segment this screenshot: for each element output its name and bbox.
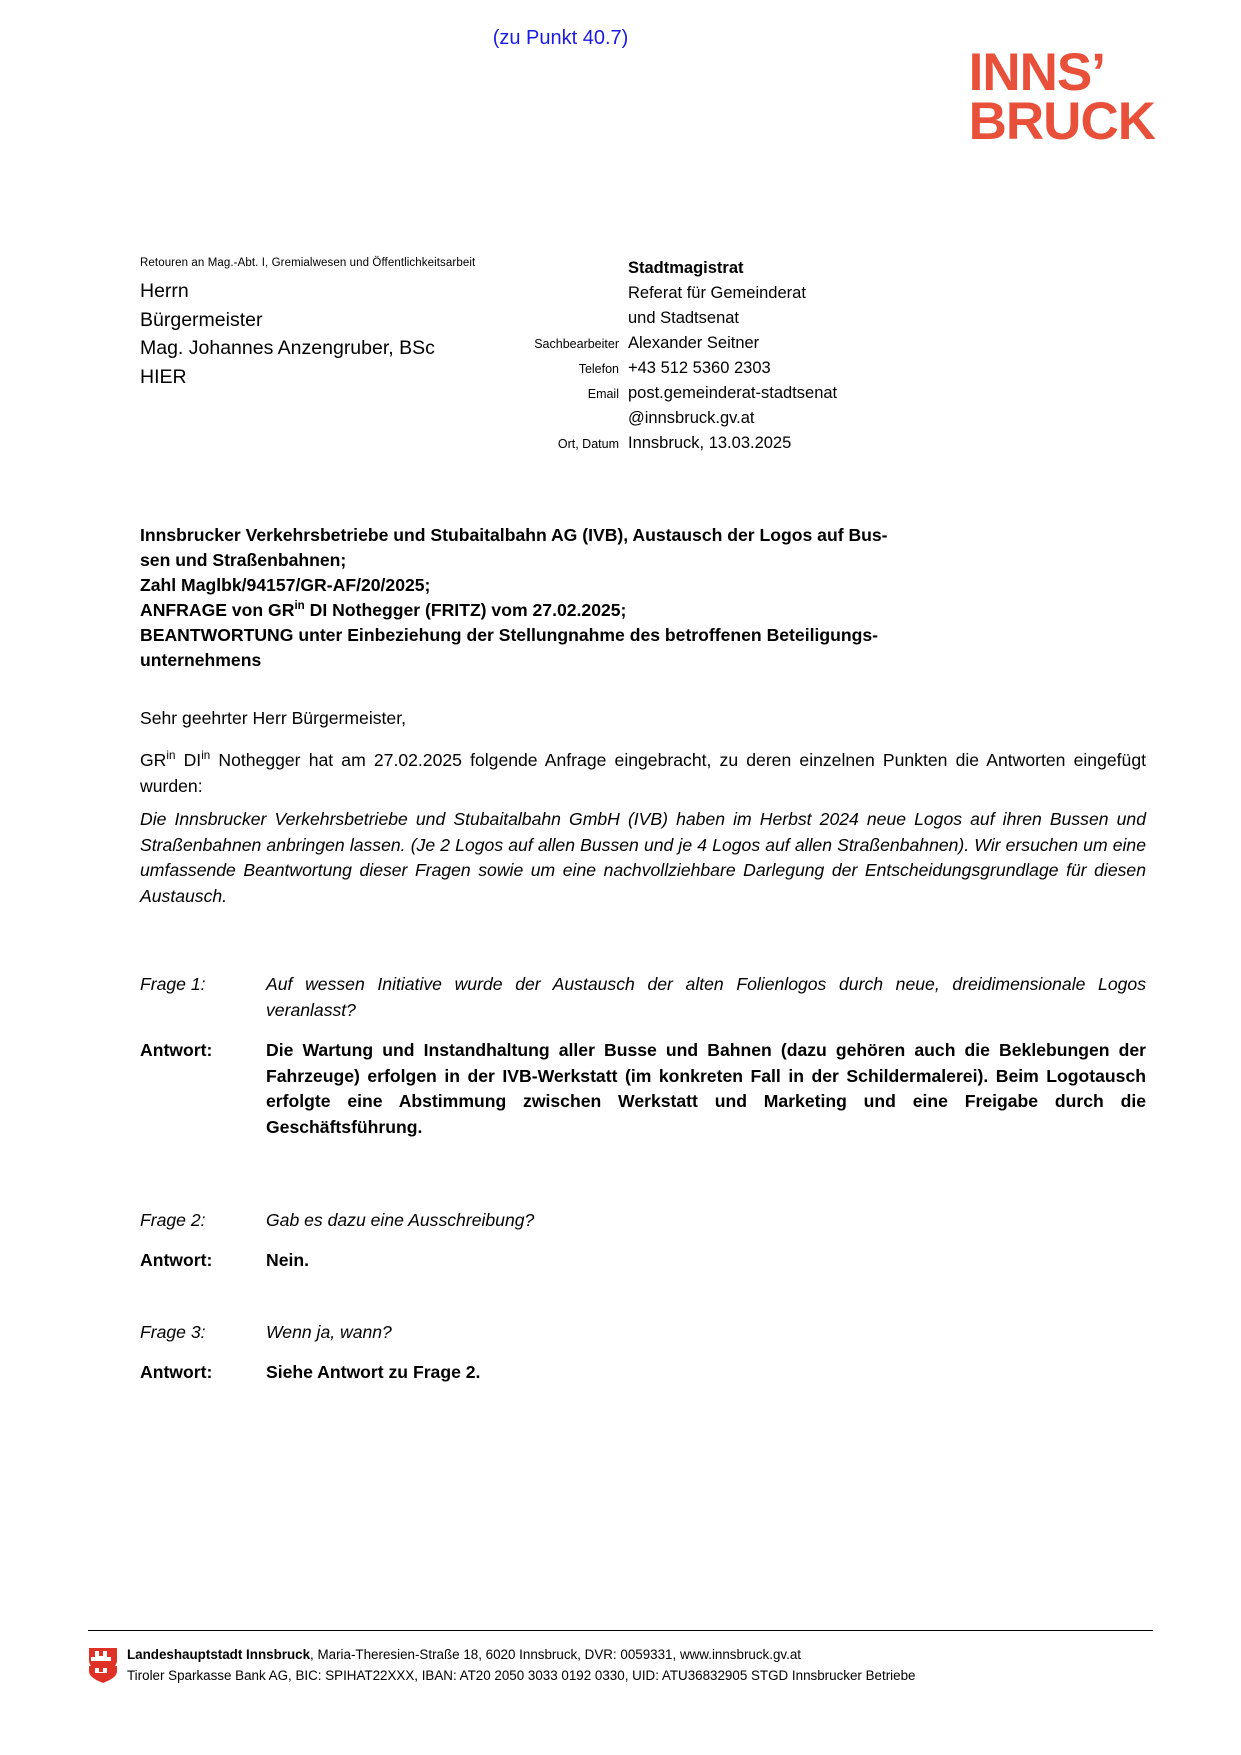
return-address-note: Retouren an Mag.-Abt. I, Gremialwesen und Öffentlichkeitsarbeit (140, 257, 476, 269)
intro-mid: DI (175, 750, 202, 770)
sender-meta-block (519, 256, 949, 456)
answer-label-3: Antwort: (140, 1361, 213, 1382)
intro-superscript-1: in (166, 749, 176, 763)
meta-row-dept2 (519, 306, 949, 331)
answer-text-1: Die Wartung und Instandhaltung aller Busse und Bahnen (dazu gehören auch die Beklebungen der Fahrzeuge) erfolgen in der IVB-Werkstatt (im konkreten Fall in der Schildermalerei). Beim Logotausch erfolgte eine Abstimmung zwischen Werkstatt und Marketing und eine Freigabe durch die Geschäftsführung. (266, 1039, 1146, 1138)
subject-line-5: BEANTWORTUNG unter Einbeziehung der Stellungnahme des betroffenen Beteiligungs- (140, 624, 878, 645)
subject-line-4-post: DI Nothegger (FRITZ) vom 27.02.2025; (304, 599, 627, 620)
subject-line-3: Zahl Maglbk/94157/GR-AF/20/2025; (140, 574, 431, 595)
subject-line-6: unternehmens (140, 649, 262, 670)
question-row-3 (140, 1320, 1146, 1346)
meta-row-ort-datum (519, 431, 949, 456)
salutation: Sehr geehrter Herr Bürgermeister, (140, 708, 406, 728)
intro-pre: GR (140, 750, 167, 770)
sender-department-line-1: Referat für Gemeinderat (628, 284, 806, 302)
answer-label-1: Antwort: (140, 1039, 213, 1060)
subject-line-4-superscript: in (294, 599, 305, 613)
addressee-line-3: Mag. Johannes Anzengruber, BSc (140, 337, 435, 360)
meta-row-org (519, 256, 949, 281)
answer-row-3 (140, 1360, 1146, 1386)
question-text-1: Auf wessen Initiative wurde der Austausch der alten Folienlogos durch neue, dreidimensionale Logos veranlasst? (266, 974, 1146, 1020)
footer-divider (88, 1630, 1153, 1631)
intro-paragraph (140, 747, 1146, 799)
meta-row-dept1 (519, 281, 949, 306)
meta-row-email (519, 381, 949, 406)
sender-department-line-2: und Stadtsenat (628, 309, 740, 327)
coat-of-arms-icon (88, 1645, 122, 1683)
quoted-request-paragraph: Die Innsbrucker Verkehrsbetriebe und Stubaitalbahn GmbH (IVB) haben im Herbst 2024 neue Logos auf ihren Bussen und Straßenbahnen anbringen lassen. (Je 2 Logos auf allen Bussen und je 4 Logos auf allen Straßenbahnen). Wir ersuchen um eine umfassende Beantwortung dieser Fragen sowie um eine nachvollziehbare Darlegung der Entscheidungsgrundlage für diesen Austausch. (140, 809, 1146, 907)
meta-value-email-line-2: @innsbruck.gv.at (628, 409, 755, 427)
subject-line-2: sen und Straßenbahnen; (140, 549, 347, 570)
addressee-line-4: HIER (140, 365, 187, 388)
question-text-3: Wenn ja, wann? (266, 1322, 392, 1342)
addressee-block (140, 277, 435, 392)
subject-block (140, 523, 1145, 673)
subject-line-1: Innsbrucker Verkehrsbetriebe und Stubaitalbahn AG (IVB), Austausch der Logos auf Bus- (140, 525, 888, 545)
qa-gap-2 (140, 1236, 1146, 1248)
meta-row-sachbearbeiter (519, 331, 949, 356)
meta-value-ort-datum: Innsbruck, 13.03.2025 (628, 434, 792, 452)
intro-post: Nothegger hat am 27.02.2025 folgende Anfrage eingebracht, zu deren einzelnen Punkten die Antworten eingefügt wurden: (140, 750, 1146, 797)
qa-gap-3 (140, 1348, 1146, 1360)
qa-block-2 (140, 1208, 1146, 1276)
meta-value-sachbearbeiter: Alexander Seitner (628, 334, 760, 352)
sender-organisation: Stadtmagistrat (628, 259, 744, 277)
logo-line-1: INNS’ (968, 43, 1105, 102)
question-text-2: Gab es dazu eine Ausschreibung? (266, 1210, 535, 1230)
qa-block-1 (140, 972, 1146, 1143)
question-label-1: Frage 1: (140, 974, 206, 994)
question-row-2 (140, 1208, 1146, 1234)
subject-line-4-pre: ANFRAGE von GR (140, 599, 295, 620)
agenda-point-text: (zu Punkt 40.7) (492, 27, 629, 49)
meta-row-telefon (519, 356, 949, 381)
innsbruck-logo (968, 43, 1155, 152)
answer-text-3: Siehe Antwort zu Frage 2. (266, 1361, 481, 1382)
footer-line-1 (127, 1645, 1163, 1666)
answer-text-2: Nein. (266, 1249, 310, 1270)
addressee-line-2: Bürgermeister (140, 308, 263, 331)
footer-block (88, 1645, 1163, 1687)
addressee-line-1: Herrn (140, 280, 189, 302)
qa-block-3 (140, 1320, 1146, 1388)
meta-value-email-line-1: post.gemeinderat-stadtsenat (628, 384, 838, 402)
meta-label-sachbearbeiter: Sachbearbeiter (534, 337, 619, 351)
footer-city-name: Landeshauptstadt Innsbruck (127, 1647, 311, 1662)
meta-label-ort-datum: Ort, Datum (557, 437, 619, 451)
question-label-2: Frage 2: (140, 1210, 206, 1230)
subject-line-4 (140, 598, 1145, 623)
footer-address: , Maria-Theresien-Straße 18, 6020 Innsbruck, DVR: 0059331, www.innsbruck.gv.at (310, 1647, 802, 1662)
question-label-3: Frage 3: (140, 1322, 206, 1342)
meta-label-email: Email (587, 387, 619, 401)
qa-gap-1 (140, 1026, 1146, 1038)
meta-value-telefon: +43 512 5360 2303 (628, 359, 771, 377)
answer-label-2: Antwort: (140, 1249, 213, 1270)
footer-line-2: Tiroler Sparkasse Bank AG, BIC: SPIHAT22XXX, IBAN: AT20 2050 3033 0192 0330, UID: ATU36832905 STGD Innsbrucker Betriebe (127, 1667, 916, 1683)
intro-superscript-2: in (201, 749, 211, 763)
logo-line-2: BRUCK (968, 92, 1155, 152)
answer-row-2 (140, 1248, 1146, 1274)
question-row-1 (140, 972, 1146, 1024)
meta-label-telefon: Telefon (578, 362, 619, 376)
meta-row-email-cont (519, 406, 949, 431)
answer-row-1 (140, 1038, 1146, 1141)
